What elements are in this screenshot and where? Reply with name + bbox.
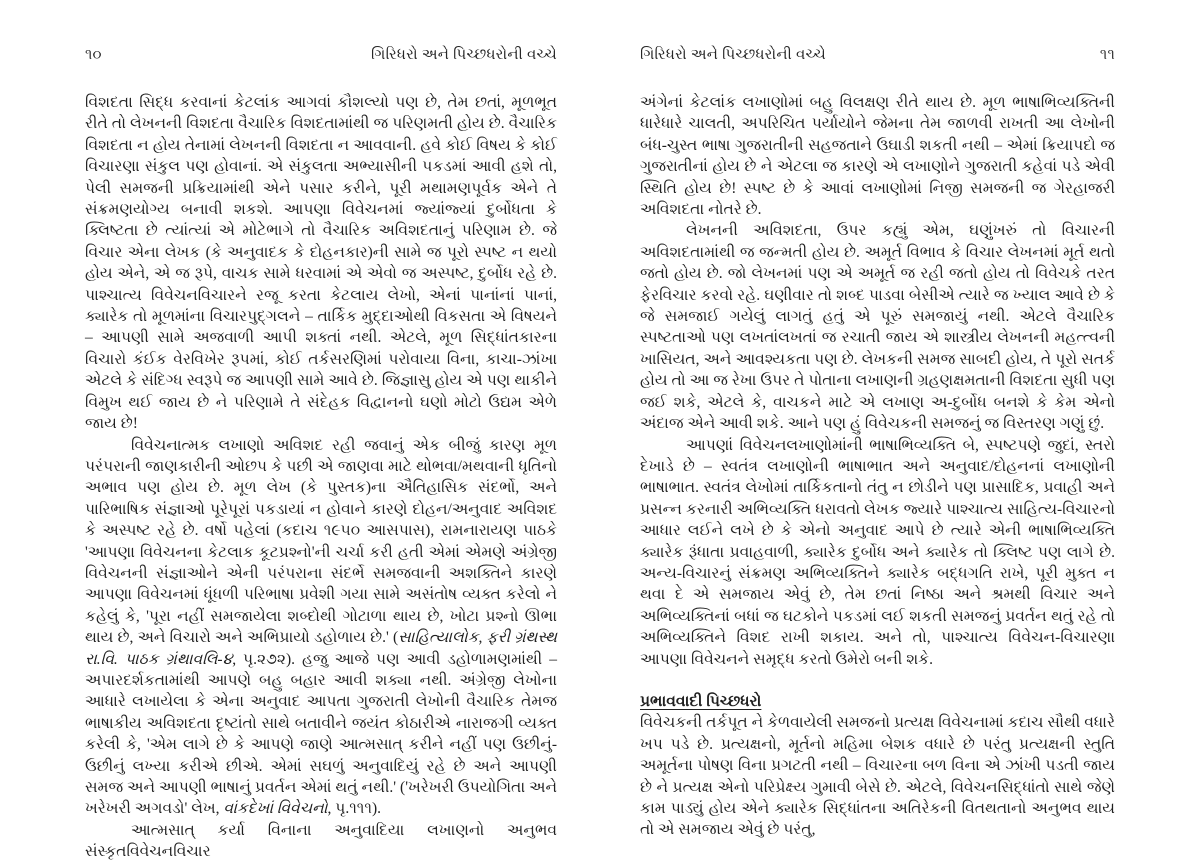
running-title-left: ગિરિધરો અને પિચ્છધરોની વચ્ચે <box>371 47 557 63</box>
paragraph <box>85 92 557 435</box>
text-run: , પૃ.૧૧૧). <box>327 800 382 818</box>
paragraph <box>640 92 1115 220</box>
text-run: આપણાં વિવેચનલખાણોમાંની ભાષાભિવ્યક્તિ બે, સ્પષ્ટપણે જુદાં, સ્તરો દેખાડે છે – સ્વતંત્ર લખાણોની ભાષાભાત અને અનુવાદ/દોહનનાં લખાણોની ભાષાભાત. સ્વતંત્ર લેખોમાં તાર્કિકતાનો તંતુ ન છોડીને પણ પ્રાસાદિક, પ્રવાહી અને પ્રસન્ન કરનારી અભિવ્યક્તિ ધરાવતો લેખક જ્યારે પાશ્ચાત્ય સાહિત્ય-વિચારનો આધાર લઈને લખે છે કે એનો અનુવાદ આપે છે ત્યારે એની ભાષાભિવ્યક્તિ ક્યારેક રૂંધાતા પ્રવાહવાળી, ક્યારેક દુર્બોધ અને ક્યારેક તો ક્લિષ્ટ પણ લાગે છે. અન્ય-વિચારનું સંક્રમણ અભિવ્યક્તિને ક્યારેક બદ્ધગતિ રાખે, પૂરી મુક્ત ન થવા દે એ સમજાય એવું છે, તેમ છતાં નિષ્ઠા અને શ્રમથી વિચાર અને અભિવ્યક્તિનાં બધાં જ ઘટકોને પકડમાં લઈ શકતી સમજનું પ્રવર્તન થતું રહે તો અભિવ્યક્તિને વિશદ રાખી શકાય. અને તો, પાશ્ચાત્ય વિવેચન-વિચારણા આપણા વિવેચનને સમૃદ્ધ કરતો ઉમેરો બની શકે. <box>640 436 1115 668</box>
book-title-italic: સાહિત્યાલોક, ફરી ગ્રંથસ્થ રા.વિ. પાઠક ગ્રંથાવલિ-૪ <box>85 629 557 668</box>
paragraph <box>640 220 1115 434</box>
text-run: વિવેચકની તર્કપૂત ને કેળવાયેલી સમજનો પ્રત્યક્ષ વિવેચનામાં કદાચ સૌથી વધારે ખપ પડે છે. પ્રત્યક્ષનો, મૂર્તનો મહિમા બેશક વધારે છે પરંતુ પ્રત્યક્ષની સ્તુતિ અમૂર્તના પોષણ વિના પ્રગટતી નથી – વિચારના બળ વિના એ ઝાંખી પડતી જાય છે ને પ્રત્યક્ષ એનો પરિપ્રેક્ષ્ય ગુમાવી બેસે છે. એટલે, વિવેચનસિદ્ધાંતો સાથે જેણે કામ પાડ્યું હોય એને ક્યારેક સિદ્ધાંતના અતિરેકની વિતથતાનો અનુભવ થાય તો એ સમજાય એવું છે પરંતુ, <box>640 714 1115 839</box>
page-number-left: ૧૦ <box>85 47 102 63</box>
page-right <box>600 0 1200 848</box>
running-title-right: ગિરિધરો અને પિચ્છધરોની વચ્ચે <box>640 47 826 63</box>
page-header-right <box>640 46 1115 64</box>
page-header-left <box>85 46 557 64</box>
page-number-right: ૧૧ <box>1099 47 1115 63</box>
text-run: આત્મસાત્ કર્યા વિનાના અનુવાદિયા લખાણનો અનુભવ સંસ્કૃતવિવેચનવિચાર <box>85 821 557 861</box>
section-subheading: પ્રભાવવાદી પિચ્છધરો <box>640 692 762 710</box>
paragraph <box>85 435 557 820</box>
page-body-left <box>85 92 557 863</box>
text-run: અંગેનાં કેટલાંક લખાણોમાં બહુ વિલક્ષણ રીતે થાય છે. મૂળ ભાષાભિવ્યક્તિની ધારેધારે ચાલતી, અપરિચિત પર્યાયોને જેમના તેમ જાળવી રાખતી આ લેખોની બંધ-ચુસ્ત ભાષા ગુજરાતીની સહજતાને ઉઘાડી શકતી નથી – એમાં ક્રિયાપદો જ ગુજરાતીનાં હોય છે ને એટલા જ કારણે એ લખાણોને ગુજરાતી કહેવાં પડે એવી સ્થિતિ હોય છે! સ્પષ્ટ છે કે આવાં લખાણોમાં નિજી સમજની જ ગેરહાજરી અવિશદતા નોતરે છે. <box>640 94 1115 219</box>
text-run: , પૃ.૨૭૨). હજુ આજે પણ આવી ડહોળામણમાંથી – અપારદર્શકતામાંથી આપણે બહુ બહાર આવી શક્યા નથી. અંગ્રેજી લેખોના આધારે લખાયેલા કે એના અનુવાદ આપતા ગુજરાતી લેખોની વૈચારિક તેમજ ભાષાકીય અવિશદતા દૃષ્ટાંતો સાથે બતાવીને જયંત કોઠારીએ નારાજગી વ્યક્ત કરેલી કે, 'એમ લાગે છે કે આપણે જાણે આત્મસાત્ કરીને નહીં પણ ઉછીનું-ઉછીનું લખ્યા કરીએ છીએ. એમાં સઘળું અનુવાદિયું રહે છે અને આપણી સમજ અને આપણી ભાષાનું પ્રવર્તન એમાં થતું નથી.' ('ખરેખરી ઉપયોગિતા અને ખરેખરી અગવડો' લેખ, <box>85 650 557 818</box>
page-left <box>0 0 600 861</box>
page-body-right <box>640 92 1115 841</box>
text-run: લેખનની અવિશદતા, ઉપર કહ્યું એમ, ઘણુંખરું તો વિચારની અવિશદતામાંથી જ જન્મતી હોય છે. અમૂર્ત વિભાવ કે વિચાર લેખનમાં મૂર્ત થતો જતો હોય છે. જો લેખનમાં પણ એ અમૂર્ત જ રહી જતો હોય તો વિવેચકે તરત ફેરવિચાર કરવો રહે. ઘણીવાર તો શબ્દ પાડવા બેસીએ ત્યારે જ ખ્યાલ આવે છે કે જે સમજાઈ ગયેલું લાગતું હતું એ પૂરું સમજાયું નથી. એટલે વૈચારિક સ્પષ્ટતાઓ પણ લખતાંલખતાં જ રચાતી જાય એ શાસ્ત્રીય લેખનની મહત્ત્વની ખાસિયત, અને આવશ્યકતા પણ છે. લેખકની સમજ સાબદી હોય, તે પૂરો સતર્ક હોય તો આ જ રેખા ઉપર તે પોતાના લખાણની ગ્રહણક્ષમતાની વિશદતા સુધી પણ જઈ શકે, એટલે કે, વાચકને માટે એ લખાણ અ-દુર્બોધ બનશે કે કેમ એનો અંદાજ એને આવી શકે. આને પણ હું વિવેચકની સમજનું જ વિસ્તરણ ગણું છું. <box>640 222 1115 433</box>
book-title-italic: વાંકદેખાં વિવેચનો <box>223 800 328 818</box>
paragraph <box>640 712 1115 840</box>
paragraph <box>85 820 557 863</box>
text-run: વિવેચનાત્મક લખાણો અવિશદ રહી જવાનું એક બીજું કારણ મૂળ પરંપરાની જાણકારીની ઓછપ કે પછી એ જાણવા માટે થોભવા/મથવાની ધૃતિનો અભાવ પણ હોય છે. મૂળ લેખ (કે પુસ્તક)ના ઐતિહાસિક સંદર્ભો, અને પારિભાષિક સંજ્ઞાઓ પૂરેપૂરાં પકડાયાં ન હોવાને કારણે દોહન/અનુવાદ અવિશદ કે અસ્પષ્ટ રહે છે. વર્ષો પહેલાં (કદાચ ૧૯૫૦ આસપાસ), રામનારાયણ પાઠકે 'આપણા વિવેચનના કેટલાક કૂટપ્રશ્નો'ની ચર્ચા કરી હતી એમાં એમણે અંગ્રેજી વિવેચનની સંજ્ઞાઓને એની પરંપરાના સંદર્ભે સમજવાની અશક્તિને કારણે આપણા વિવેચનમાં ધૂંધળી પરિભાષા પ્રવેશી ગયા સામે અસંતોષ વ્યક્ત કરેલો ને કહેલું કે, 'પૂરા નહીં સમજાયેલા શબ્દોથી ગોટાળા થાય છે, ખોટા પ્રશ્નો ઊભા થાય છે, અને વિચારો અને અભિપ્રાયો ડહોળાય છે.' ( <box>85 436 557 647</box>
paragraph <box>640 435 1115 670</box>
text-run: વિશદતા સિદ્ધ કરવાનાં કેટલાંક આગવાં કૌશલ્યો પણ છે, તેમ છતાં, મૂળભૂત રીતે તો લેખનની વિશદતા વૈચારિક વિશદતામાંથી જ પરિણમતી હોય છે. વૈચારિક વિશદતા ન હોય તેનામાં લેખનની વિશદતા ન આવવાની. હવે કોઈ વિષય કે કોઈ વિચારણા સંકુલ પણ હોવાનાં. એ સંકુલતા અભ્યાસીની પકડમાં આવી હશે તો, પેલી સમજની પ્રક્રિયામાંથી એને પસાર કરીને, પૂરી મથામણપૂર્વક એને તે સંક્રમણયોગ્ય બનાવી શકશે. આપણા વિવેચનમાં જ્યાંજ્યાં દુર્બોધતા કે ક્લિષ્ટતા છે ત્યાંત્યાં એ મોટેભાગે તો વૈચારિક અવિશદતાનું પરિણામ છે. જે વિચાર એના લેખક (કે અનુવાદક કે દોહનકાર)ની સામે જ પૂરો સ્પષ્ટ ન થયો હોય એને, એ જ રૂપે, વાચક સામે ધરવામાં એ એવો જ અસ્પષ્ટ, દુર્બોધ રહે છે. પાશ્ચાત્ય વિવેચનવિચારને રજૂ કરતા કેટલાય લેખો, એનાં પાનાંનાં પાનાં, ક્યારેક તો મૂળમાંના વિચારપુદ્ગલને – તાર્કિક મુદ્દાઓથી વિકસતા એ વિષયને – આપણી સામે અજવાળી આપી શક્તાં નથી. એટલે, મૂળ સિદ્ધાંતકારના વિચારો કંઈક વેરવિખેર રૂપમાં, કોઈ તર્કસરણિમાં પરોવાયા વિના, કાચા-ઝાંખા એટલે કે સંદિગ્ધ સ્વરૂપે જ આપણી સામે આવે છે. જિજ્ઞાસુ હોય એ પણ થાકીને વિમુખ થઈ જાય છે ને પરિણામે તે સંદેહક વિદ્વાનનો ઘણો મોટો ઉદ્યમ એળે જાય છે! <box>85 94 557 433</box>
